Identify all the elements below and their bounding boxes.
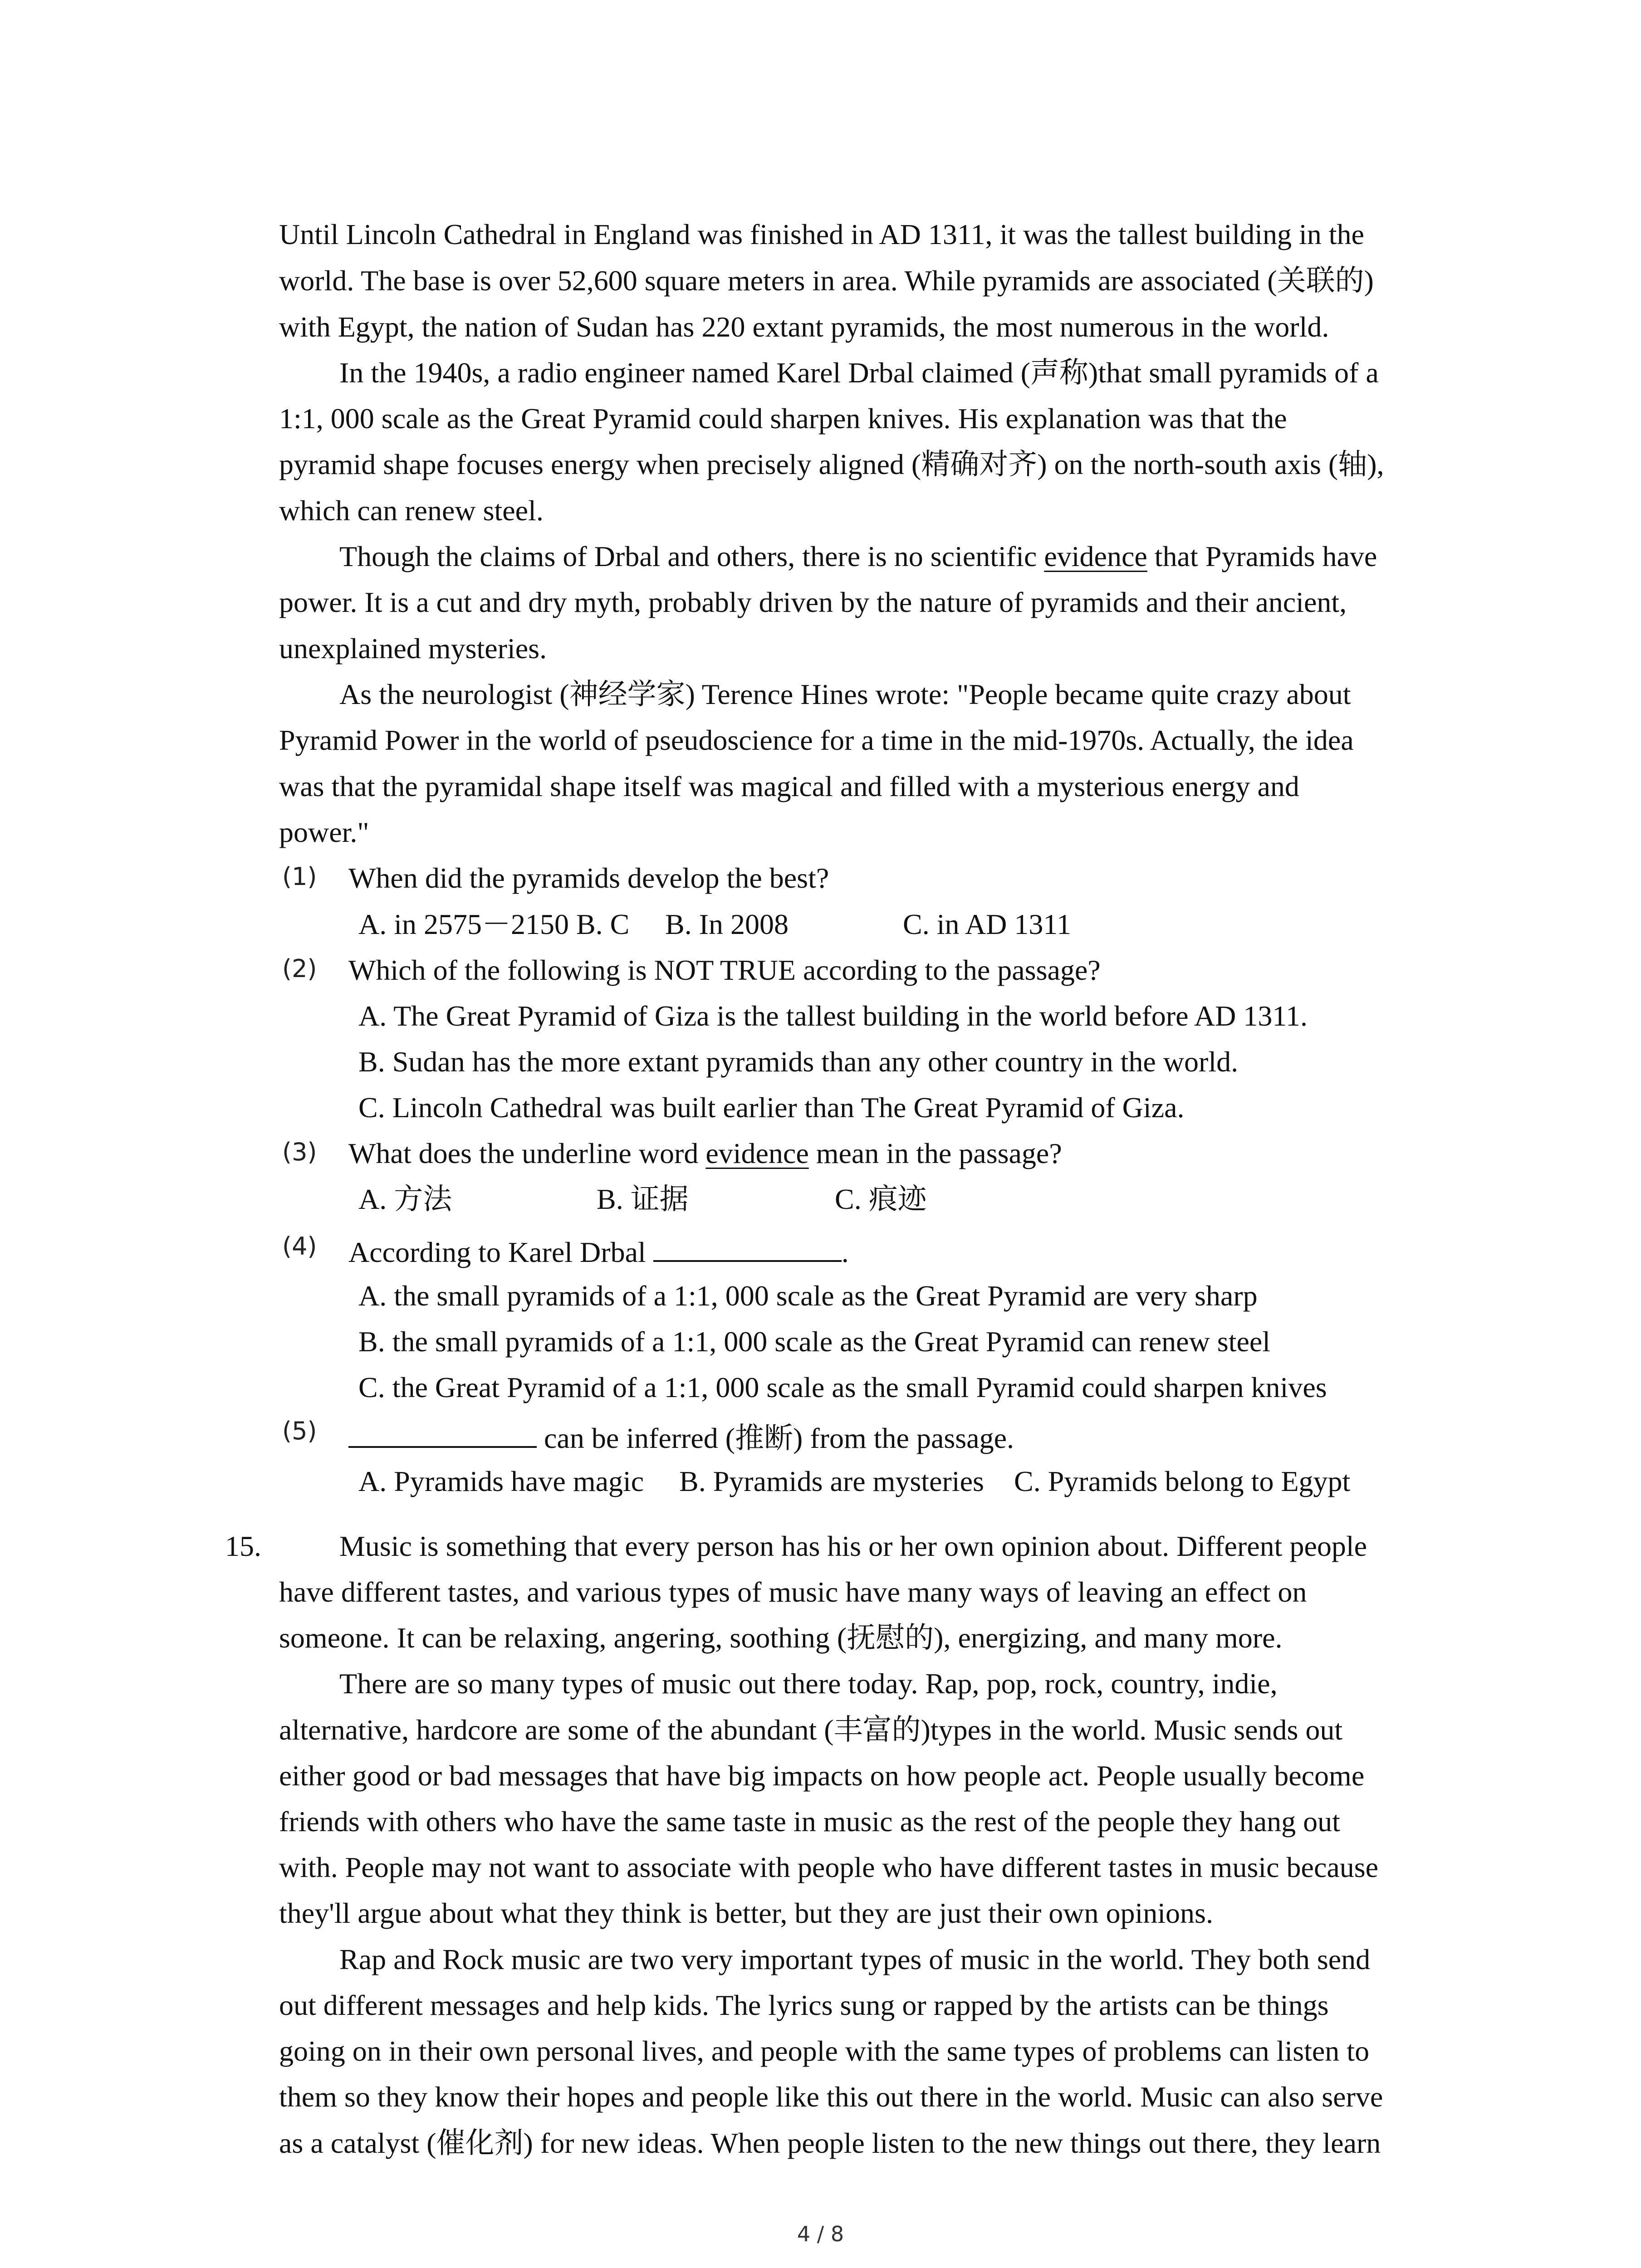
option-c: C. Pyramids belong to Egypt [1014, 1465, 1351, 1497]
option-b: B. Pyramids are mysteries [679, 1465, 984, 1497]
passage-text: that Pyramids have [1154, 540, 1377, 572]
passage-line: out different messages and help kids. The lyrics sung or rapped by the artists can be things [279, 1989, 1329, 2021]
question-stem-end: . [841, 1236, 849, 1268]
question-number: (1) [282, 862, 317, 891]
answer-blank [348, 1418, 537, 1448]
question-stem: Which of the following is NOT TRUE according to the passage? [348, 954, 1101, 986]
passage-line: someone. It can be relaxing, angering, soothing (抚慰的), energizing, and many more. [279, 1622, 1283, 1654]
question-number: (4) [282, 1232, 317, 1261]
passage-line: In the 1940s, a radio engineer named Karel Drbal claimed (声称)that small pyramids of a [339, 357, 1379, 389]
passage-line: pyramid shape focuses energy when precisely aligned (精确对齐) on the north-south axis (轴), [279, 448, 1384, 480]
answer-blank [653, 1232, 842, 1262]
page-number: 4 / 8 [797, 2222, 844, 2246]
question-stem [348, 1135, 1062, 1172]
passage-line: power. It is a cut and dry myth, probably driven by the nature of pyramids and their ancient, [279, 586, 1347, 618]
option-c: C. 痕迹 [835, 1183, 927, 1215]
passage-line: As the neurologist (神经学家) Terence Hines wrote: "People became quite crazy about [339, 678, 1351, 710]
passage-line: Music is something that every person has his or her own opinion about. Different people [339, 1530, 1367, 1562]
passage-line: them so they know their hopes and people like this out there in the world. Music can also serve [279, 2081, 1383, 2113]
option-c: C. Lincoln Cathedral was built earlier than The Great Pyramid of Giza. [358, 1091, 1185, 1124]
passage-line: either good or bad messages that have big impacts on how people act. People usually become [279, 1760, 1365, 1792]
question-stem [348, 1418, 1014, 1457]
question-stem-text: mean in the passage? [816, 1137, 1062, 1169]
passage-line: was that the pyramidal shape itself was magical and filled with a mysterious energy and [279, 770, 1299, 802]
passage-line: There are so many types of music out there today. Rap, pop, rock, country, indie, [339, 1667, 1278, 1700]
option-b: B. 证据 [597, 1183, 689, 1215]
passage-line: with. People may not want to associate with people who have different tastes in music because [279, 1851, 1379, 1883]
passage-line: world. The base is over 52,600 square meters in area. While pyramids are associated (关联的) [279, 264, 1374, 297]
item-number: 15. [225, 1530, 261, 1562]
option-b: B. Sudan has the more extant pyramids than any other country in the world. [358, 1046, 1239, 1078]
option-a: A. the small pyramids of a 1:1, 000 scale as the Great Pyramid are very sharp [358, 1280, 1258, 1312]
option-b: B. In 2008 [665, 908, 789, 940]
option-c: C. in AD 1311 [903, 908, 1071, 940]
option-a: A. in 2575－2150 B. C [358, 908, 630, 940]
passage-line: power." [279, 816, 369, 848]
passage-line: with Egypt, the nation of Sudan has 220 extant pyramids, the most numerous in the world. [279, 311, 1329, 343]
passage-line: which can renew steel. [279, 494, 544, 527]
passage-line: they'll argue about what they think is better, but they are just their own opinions. [279, 1897, 1213, 1929]
passage-line: Pyramid Power in the world of pseudoscience for a time in the mid-1970s. Actually, the idea [279, 724, 1354, 756]
question-number: (3) [282, 1138, 317, 1166]
passage-line: 1:1, 000 scale as the Great Pyramid could sharpen knives. His explanation was that the [279, 402, 1287, 435]
question-stem: When did the pyramids develop the best? [348, 862, 829, 894]
passage-line: going on in their own personal lives, and people with the same types of problems can listen to [279, 2035, 1370, 2067]
question-stem [348, 1232, 849, 1271]
question-stem-text: What does the underline word [348, 1137, 699, 1169]
question-stem-text: can be inferred (推断) from the passage. [544, 1422, 1014, 1454]
passage-line [339, 538, 1377, 575]
passage-line: unexplained mysteries. [279, 632, 547, 665]
underlined-word: evidence [705, 1137, 809, 1169]
underlined-word-evidence: evidence [1044, 540, 1147, 572]
passage-line: as a catalyst (催化剂) for new ideas. When people listen to the new things out there, they learn [279, 2127, 1381, 2159]
passage-line: Rap and Rock music are two very important types of music in the world. They both send [339, 1943, 1371, 1975]
option-a: A. The Great Pyramid of Giza is the tallest building in the world before AD 1311. [358, 1000, 1308, 1032]
question-number: (5) [282, 1417, 317, 1445]
option-a: A. 方法 [358, 1183, 452, 1215]
passage-text: Though the claims of Drbal and others, there is no scientific [339, 540, 1037, 572]
question-number: (2) [282, 954, 317, 983]
passage-line: friends with others who have the same taste in music as the rest of the people they hang out [279, 1805, 1340, 1838]
option-a: A. Pyramids have magic [358, 1465, 644, 1497]
question-stem-text: According to Karel Drbal [348, 1236, 646, 1268]
option-c: C. the Great Pyramid of a 1:1, 000 scale as the small Pyramid could sharpen knives [358, 1371, 1327, 1403]
passage-line: alternative, hardcore are some of the abundant (丰富的)types in the world. Music sends out [279, 1714, 1343, 1746]
passage-line: have different tastes, and various types of music have many ways of leaving an effect on [279, 1576, 1307, 1608]
passage-line: Until Lincoln Cathedral in England was finished in AD 1311, it was the tallest building in the [279, 218, 1364, 250]
option-b: B. the small pyramids of a 1:1, 000 scale as the Great Pyramid can renew steel [358, 1325, 1271, 1358]
